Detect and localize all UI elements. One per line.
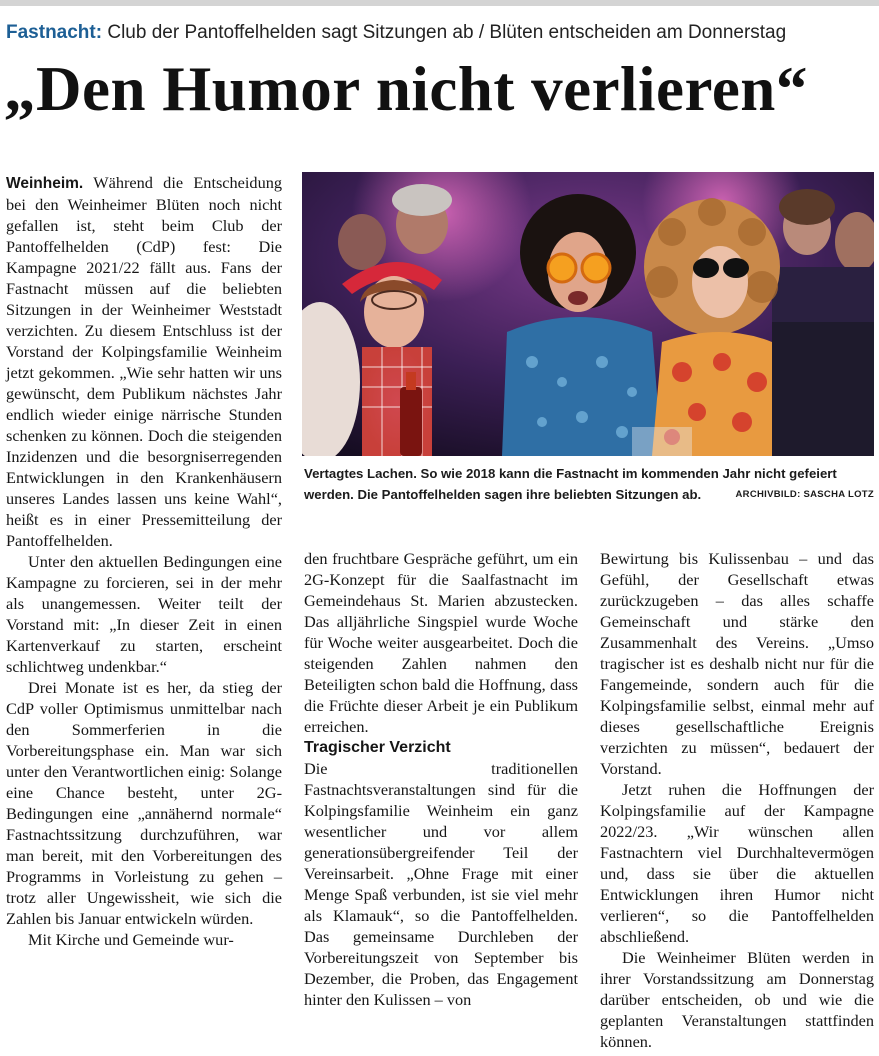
kicker bbox=[6, 22, 786, 44]
article-column-2 bbox=[304, 548, 578, 1010]
article-paragraph-continued: den fruchtbare Gespräche geführt, um ein 2G-Konzept für die Saalfastnacht im Gemeindehaus St. Marien abzustecken. Das alljährliche Singspiel wurde Woche für Woche weiter ausgearbeitet. Doch die steigenden Zahlen nahmen den Beteiligten schon bald die Hoffnung, dass die Früchte dieser Arbeit je ein Publikum erreichen. bbox=[304, 549, 578, 736]
article-paragraph: Die traditionellen Fastnachtsveranstaltungen sind für die Kolpingsfamilie Weinheim ein ganz wesentlicher und vor allem generationsübergreifender Teil der Vereinsarbeit. „Ohne Frage mit einer Menge Spaß verbunden, ist sie viel mehr als Klamauk“, so die Pantoffelhelden. Das gemeinsame Durchleben der Vorbereitungszeit von September bis Dezember, die Proben, das Engagement hinter den Kulissen – von bbox=[304, 759, 578, 1009]
article-paragraph: Jetzt ruhen die Hoffnungen der Kolpingsfamilie auf der Kampagne 2022/23. „Wir wünschen allen Fastnachtern viel Durchhaltevermögen und, dass sie über die aktuellen Entwicklungen ihren Humor nicht verlieren“, so die Pantoffelhelden abschließend. bbox=[600, 780, 874, 946]
photo-credit: ARCHIVBILD: SASCHA LOTZ bbox=[735, 489, 874, 500]
subheading: Tragischer Verzicht bbox=[304, 739, 451, 756]
article-photo bbox=[302, 172, 874, 456]
article-paragraph: Drei Monate ist es her, da stieg der CdP voller Optimismus unmittelbar nach den Sommerferien in die Vorbereitungsphase ein. Man war sich unter den Verantwortlichen einig: Solange eine Chance besteht, unter 2G-Bedingungen eine „annähernd normale“ Fastnachtssitzung durchzuführen, war man bereit, mit den Vorbereitungen des Programms in Vorleistung zu gehen – trotz aller Ungewissheit, wie sich die Zahlen bis Januar entwickeln würden. bbox=[6, 678, 282, 928]
article-paragraph: Die Weinheimer Blüten werden in ihrer Vorstandssitzung am Donnerstag darüber entscheiden, ob und wie die geplanten Veranstaltungen stattfinden können. bbox=[600, 948, 874, 1051]
article-paragraph-continued: Bewirtung bis Kulissenbau – und das Gefühl, der Gesellschaft etwas zurückzugeben – das alles schaffe Gemeinschaft und stärke den Zusammenhalt des Vereins. „Umso tragischer ist es deshalb nicht nur für die Fangemeinde, sondern auch für die Kolpingsfamilie selbst, einmal mehr auf dieses gesellschaftliche Ereignis verzichten zu müssen“, bedauert der Vorstand. bbox=[600, 549, 874, 778]
dateline: Weinheim. bbox=[6, 175, 84, 192]
kicker-text: Club der Pantoffelhelden sagt Sitzungen ab / Blüten entscheiden am Donnerstag bbox=[107, 22, 787, 43]
photo-caption bbox=[304, 463, 874, 505]
article-paragraph bbox=[6, 172, 282, 551]
article-column-3 bbox=[600, 548, 874, 1052]
article-paragraph: Mit Kirche und Gemeinde wur- bbox=[28, 930, 234, 949]
paragraph-text: Während die Entscheidung bei den Weinheimer Blüten noch nicht gefallen ist, steht beim Club der Pantoffelhelden (CdP) fest: Die Kampagne 2021/22 fällt aus. Fans der Fastnacht müssen auf die beliebten Sitzungen in der Weinheimer Weststadt verzichten. Zu diesem Entschluss ist der Vorstand der Kolpingsfamilie Weinheim jetzt gekommen. „Wie sehr hatten wir uns gewünscht, dem Publikum nächstes Jahr endlich wieder einige närrische Stunden schenken zu können. Doch die steigenden Inzidenzen und die besorgniserregenden Entwicklungen in den Krankenhäusern unseres Landes lassen uns keine Wahl“, heißt es in einer Pressemitteilung der Pantoffelhelden. bbox=[6, 173, 282, 550]
headline: „Den Humor nicht verlieren“ bbox=[4, 54, 808, 124]
kicker-label: Fastnacht: bbox=[6, 22, 103, 43]
article-paragraph: Unter den aktuellen Bedingungen eine Kampagne zu forcieren, sei in der mehr als unangemessen. Weiter teilt der Vorstand mit: „In dieser Zeit in einen Kartenverkauf zu starten, erscheint schlichtweg undenkbar.“ bbox=[6, 552, 282, 676]
article-column-1 bbox=[6, 172, 282, 950]
caption-text: Vertagtes Lachen. So wie 2018 kann die Fastnacht im kommenden Jahr nicht gefeiert werden. Die Pantoffelhelden sagen ihre beliebten Sitzungen ab. bbox=[304, 466, 837, 502]
top-rule bbox=[0, 0, 879, 6]
carnival-photo-image bbox=[302, 172, 874, 456]
